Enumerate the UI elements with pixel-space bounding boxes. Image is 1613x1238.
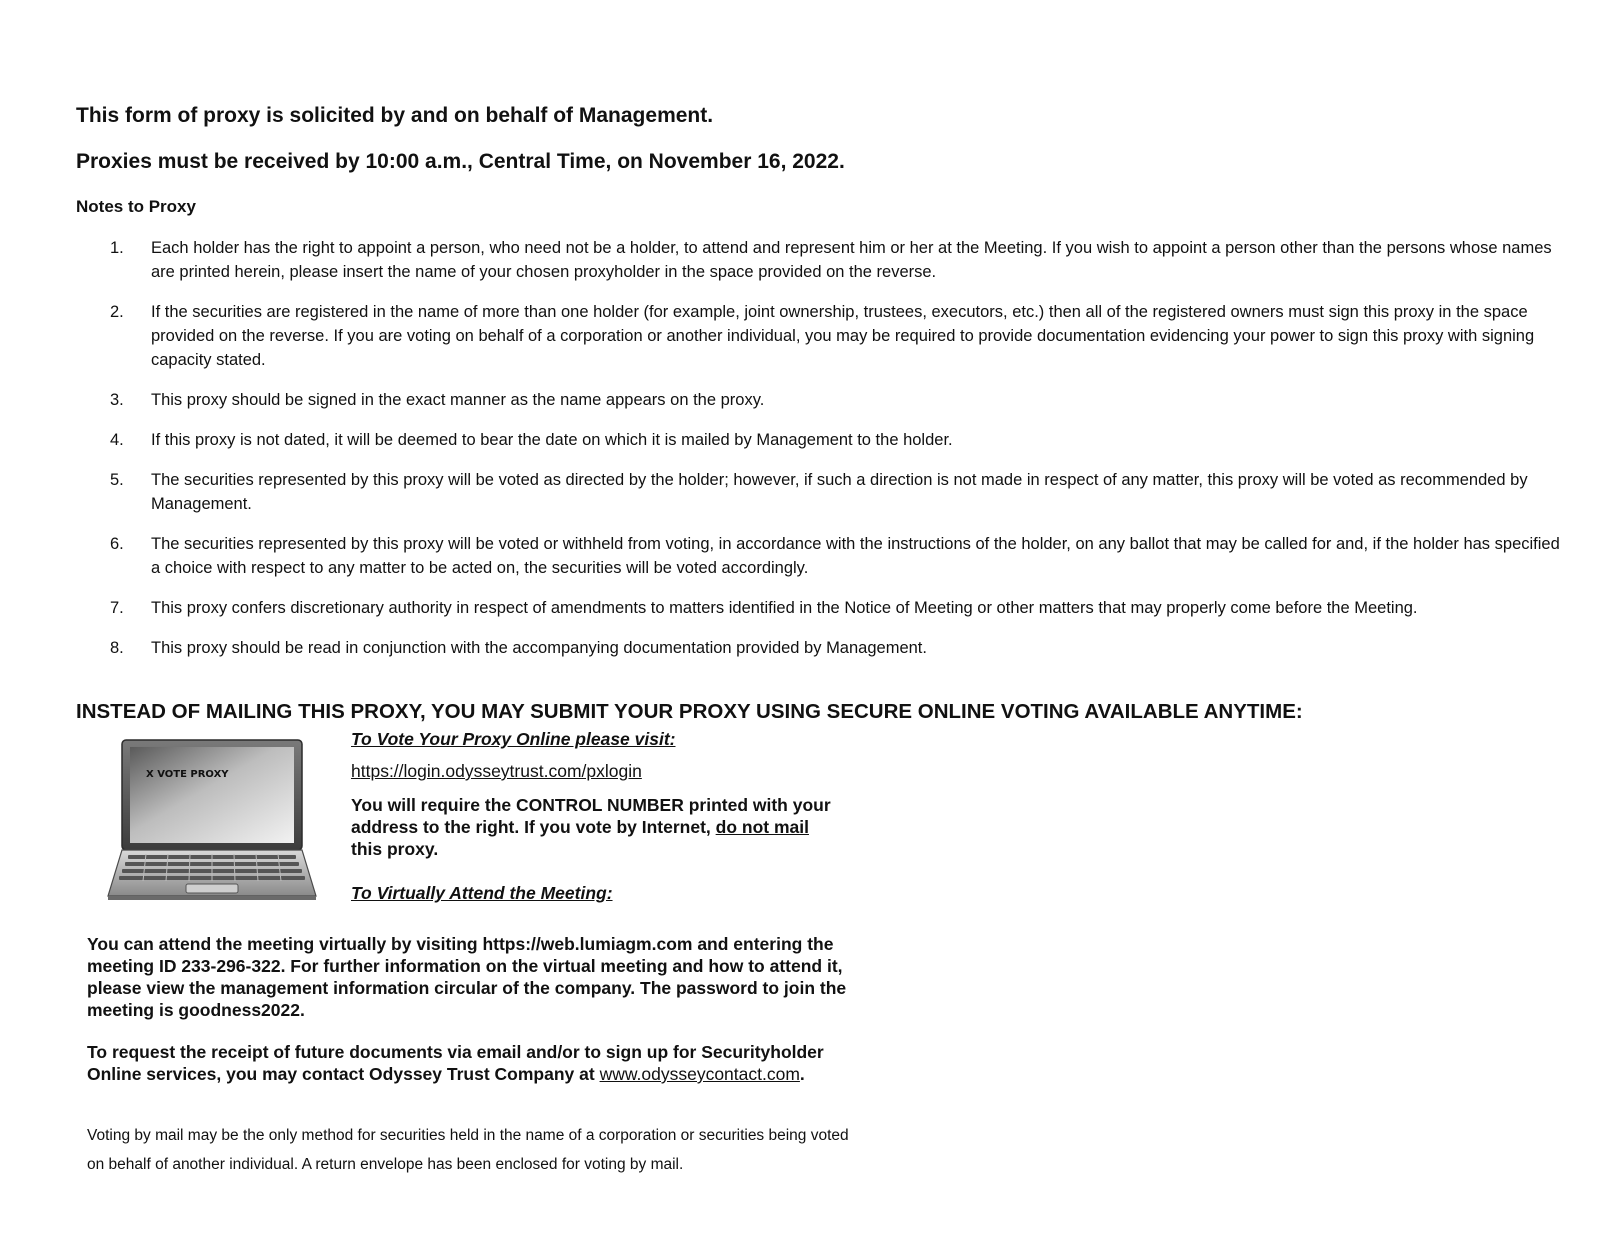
proxy-deadline: Proxies must be received by 10:00 a.m., Central Time, on November 16, 2022.	[76, 150, 845, 173]
note-item	[110, 636, 1560, 660]
mail-voting-note: Voting by mail may be the only method for securities held in the name of a corporation or securities being voted on behalf of another individual. A return envelope has been enclosed for voting by mail.	[87, 1127, 849, 1173]
notes-list	[110, 236, 1560, 660]
note-text: Each holder has the right to appoint a person, who need not be a holder, to attend and represent him or her at the Meeting. If you wish to appoint a person other than the persons whose names are printed herein, please insert the name of your chosen proxyholder in the space provided on the reverse.	[151, 239, 1552, 281]
odyssey-contact-link[interactable]: www.odysseycontact.com	[599, 1064, 800, 1084]
note-text: If this proxy is not dated, it will be deemed to bear the date on which it is mailed by Management to the holder.	[151, 431, 953, 449]
request-end: .	[799, 1064, 805, 1084]
vote-online-title: To Vote Your Proxy Online please visit:	[351, 729, 676, 749]
notes-title: Notes to Proxy	[76, 197, 196, 216]
note-number: 1.	[110, 239, 124, 257]
document-request-note	[87, 1041, 847, 1085]
note-number: 8.	[110, 639, 124, 657]
request-text: To request the receipt of future documents via email and/or to sign up for Securityholder Online services, you may contact Odyssey Trust Company at	[87, 1042, 824, 1084]
note-item	[110, 388, 1560, 412]
control-note-end: this proxy.	[351, 839, 439, 859]
note-item	[110, 300, 1560, 372]
note-text: This proxy confers discretionary authority in respect of amendments to matters identified in the Notice of Meeting or other matters that may properly come before the Meeting.	[151, 599, 1418, 617]
note-text: The securities represented by this proxy will be voted or withheld from voting, in accordance with the instructions of the holder, on any ballot that may be called for and, if the holder has specified a choice with respect to any matter to be acted on, the securities will be voted accordingly.	[151, 535, 1560, 577]
laptop-screen-text: X VOTE PROXY	[146, 769, 229, 780]
note-text: The securities represented by this proxy will be voted as directed by the holder; however, if such a direction is not made in respect of any matter, this proxy will be voted as recommended by Management.	[151, 471, 1528, 513]
note-item	[110, 532, 1560, 580]
note-text: This proxy should be read in conjunction with the accompanying documentation provided by Management.	[151, 639, 927, 657]
note-item	[110, 236, 1560, 284]
control-number-note	[351, 794, 831, 860]
note-item	[110, 596, 1560, 620]
online-voting-banner: INSTEAD OF MAILING THIS PROXY, YOU MAY SUBMIT YOUR PROXY USING SECURE ONLINE VOTING AVAILABLE ANYTIME:	[76, 700, 1303, 723]
note-number: 3.	[110, 391, 124, 409]
virtual-attend-title: To Virtually Attend the Meeting:	[351, 883, 613, 903]
online-voting-section	[351, 728, 831, 904]
virtual-attend-instructions: You can attend the meeting virtually by visiting https://web.lumiagm.com and entering the meeting ID 233-296-322. For further information on the virtual meeting and how to attend it, please view the management information circular of the company. The password to join the meeting is goodness2022.	[87, 934, 847, 1020]
do-not-mail-text: do not mail	[715, 817, 809, 837]
note-text: If the securities are registered in the name of more than one holder (for example, joint ownership, trustees, executors, etc.) then all of the registered owners must sign this proxy in the space provided on the reverse. If you are voting on behalf of a corporation or another individual, you may be required to provide documentation evidencing your power to sign this proxy with signing capacity stated.	[151, 303, 1535, 369]
note-number: 6.	[110, 535, 124, 553]
note-item	[110, 428, 1560, 452]
vote-online-link[interactable]: https://login.odysseytrust.com/pxlogin	[351, 761, 642, 781]
note-number: 7.	[110, 599, 124, 617]
laptop-icon	[106, 738, 318, 906]
control-note-text: You will require the CONTROL NUMBER printed with your address to the right. If you vote by Internet,	[351, 795, 831, 837]
note-number: 5.	[110, 471, 124, 489]
solicitation-statement: This form of proxy is solicited by and on behalf of Management.	[76, 104, 714, 127]
note-item	[110, 468, 1560, 516]
note-number: 2.	[110, 303, 124, 321]
note-text: This proxy should be signed in the exact manner as the name appears on the proxy.	[151, 391, 765, 409]
note-number: 4.	[110, 431, 124, 449]
